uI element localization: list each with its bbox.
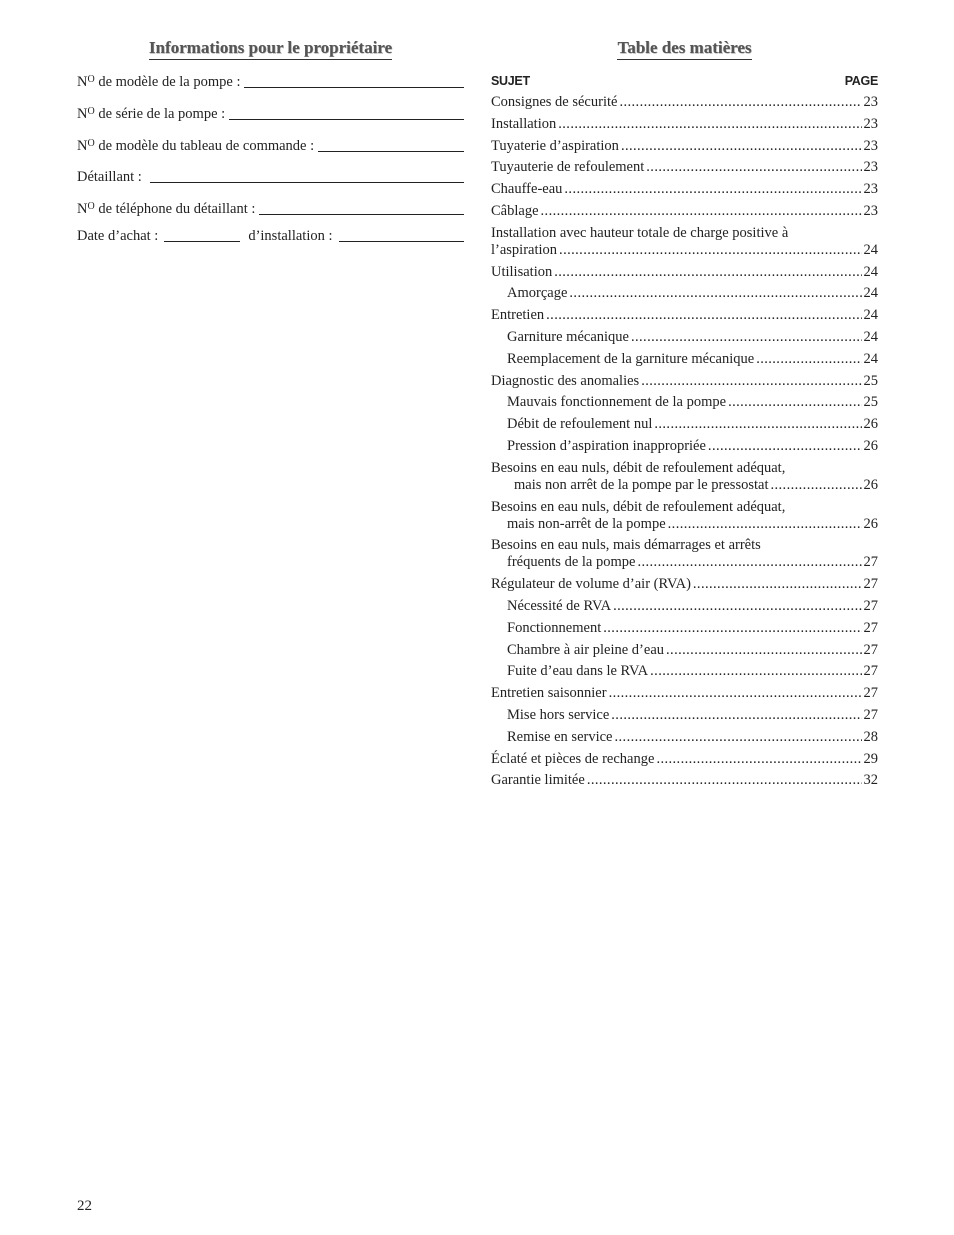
dot-leader xyxy=(770,477,861,494)
dot-leader xyxy=(559,242,861,259)
toc-entry-label-line1: Installation avec hauteur totale de charge positive à xyxy=(491,224,789,241)
blank-line[interactable] xyxy=(318,150,464,152)
toc-entry-page: 27 xyxy=(863,576,878,593)
toc-entry[interactable] xyxy=(491,307,878,324)
dot-leader xyxy=(546,307,861,324)
pump-serial-field[interactable] xyxy=(77,106,464,123)
toc-entry-page: 27 xyxy=(863,663,878,680)
toc-title: Table des matières xyxy=(491,38,878,60)
toc-entry-page: 23 xyxy=(863,137,878,154)
toc-entry-page: 23 xyxy=(863,181,878,198)
toc-entry-label: Remise en service xyxy=(507,728,613,745)
toc-entry-page: 24 xyxy=(863,328,878,345)
dot-leader xyxy=(728,394,861,411)
dot-leader xyxy=(637,554,861,571)
toc-entry-page: 27 xyxy=(863,597,878,614)
toc-entry-label: Chauffe-eau xyxy=(491,181,563,198)
toc-entry-page: 23 xyxy=(863,115,878,132)
dot-leader xyxy=(558,116,861,133)
dot-leader xyxy=(569,285,861,302)
dot-leader xyxy=(756,351,861,368)
toc-entry[interactable] xyxy=(491,438,878,455)
toc-entry-label: Chambre à air pleine d’eau xyxy=(507,641,665,658)
control-panel-model-field[interactable] xyxy=(77,138,464,155)
field-label: $N^O$ de téléphone du détaillant : xyxy=(77,201,256,217)
toc-entry-label: Tuyauterie de refoulement xyxy=(491,159,645,176)
toc-entry[interactable] xyxy=(491,663,878,680)
toc-entry[interactable] xyxy=(491,460,878,494)
toc-entry-label: Câblage xyxy=(491,202,539,219)
toc-entry[interactable] xyxy=(491,772,878,789)
blank-line[interactable] xyxy=(244,86,464,88)
toc-entry-label: Mauvais fonctionnement de la pompe xyxy=(507,394,727,411)
dot-leader xyxy=(611,707,861,724)
toc-entry-label-line1: Besoins en eau nuls, débit de refoulement adéquat, xyxy=(491,498,786,515)
toc-entry-page: 24 xyxy=(863,241,878,258)
toc-entry-label: Installation xyxy=(491,115,557,132)
dot-leader xyxy=(603,620,861,637)
page-header: PAGE xyxy=(844,74,878,88)
toc-entry-label: l’aspiration xyxy=(491,241,558,258)
toc-entry-label: Mise hors service xyxy=(507,706,610,723)
toc-entry-label-line1: Besoins en eau nuls, mais démarrages et arrêts xyxy=(491,537,761,554)
dot-leader xyxy=(646,159,861,176)
toc-entry-page: 27 xyxy=(863,619,878,636)
dot-leader xyxy=(693,576,862,593)
toc-entry-label: Fonctionnement xyxy=(507,619,602,636)
dot-leader xyxy=(541,203,862,220)
toc-entry-label: Tuyaterie d’aspiration xyxy=(491,137,619,154)
toc-entry-page: 29 xyxy=(863,750,878,767)
toc-entry-label: Régulateur de volume d’air (RVA) xyxy=(491,576,691,593)
toc-entry-label: Garantie limitée xyxy=(491,772,585,789)
toc-entry[interactable] xyxy=(491,642,878,659)
toc-entry[interactable] xyxy=(491,620,878,637)
toc-entry[interactable] xyxy=(491,159,878,176)
toc-entry[interactable] xyxy=(491,416,878,433)
toc-entry[interactable] xyxy=(491,729,878,746)
toc-entry-page: 23 xyxy=(863,202,878,219)
toc-entry-page: 27 xyxy=(863,706,878,723)
toc-entry-label: Garniture mécanique xyxy=(507,328,629,345)
field-label: $N^O$ de modèle de la pompe : xyxy=(77,74,241,90)
toc-entry[interactable] xyxy=(491,394,878,411)
toc-entry-page: 27 xyxy=(863,554,878,571)
toc-entry-label: Entretien saisonnier xyxy=(491,685,607,702)
toc-entry[interactable] xyxy=(491,181,878,198)
toc-entry-page: 24 xyxy=(863,285,878,302)
toc-entry-label: Amorçage xyxy=(507,285,568,302)
toc-entry-page: 28 xyxy=(863,728,878,745)
toc-entry[interactable] xyxy=(491,329,878,346)
toc-entry-page: 24 xyxy=(863,307,878,324)
toc-entry-label: Pression d’aspiration inappropriée xyxy=(507,437,706,454)
dot-leader xyxy=(650,663,861,680)
field-label: $N^O$ de modèle du tableau de commande : xyxy=(77,138,315,154)
toc-entry[interactable] xyxy=(491,499,878,533)
toc-entry-label: Éclaté et pièces de rechange xyxy=(491,750,655,767)
toc-entry-page: 24 xyxy=(863,263,878,280)
purchase-date-label: Date d’achat : xyxy=(77,228,159,244)
toc-entry-label: Reemplacement de la garniture mécanique xyxy=(507,350,755,367)
page-number: 22 xyxy=(77,1198,92,1214)
toc-entry-page: 23 xyxy=(863,159,878,176)
subject-header: SUJET xyxy=(491,74,530,88)
dealer-phone-field[interactable] xyxy=(77,201,464,218)
toc-entry-label: Entretien xyxy=(491,307,545,324)
dot-leader xyxy=(631,329,862,346)
dealer-field[interactable] xyxy=(77,169,464,186)
pump-model-field[interactable] xyxy=(77,74,464,91)
toc-entry[interactable] xyxy=(491,576,878,593)
toc-entry[interactable] xyxy=(491,264,878,281)
dot-leader xyxy=(615,729,862,746)
toc-entry-page: 32 xyxy=(863,772,878,789)
dot-leader xyxy=(654,416,861,433)
toc-entry-page: 26 xyxy=(863,515,878,532)
toc-entry-page: 27 xyxy=(863,685,878,702)
toc-entry[interactable] xyxy=(491,685,878,702)
toc-entry[interactable] xyxy=(491,707,878,724)
toc-entry[interactable] xyxy=(491,373,878,390)
toc-list xyxy=(491,94,878,789)
purchase-install-date-row xyxy=(77,228,464,245)
toc-entry-label: fréquents de la pompe xyxy=(507,554,636,571)
dot-leader xyxy=(668,516,862,533)
dot-leader xyxy=(619,94,861,111)
toc-entry[interactable] xyxy=(491,751,878,768)
toc-entry[interactable] xyxy=(491,537,878,571)
dot-leader xyxy=(554,264,861,281)
toc-entry-page: 24 xyxy=(863,350,878,367)
toc-entry[interactable] xyxy=(491,598,878,615)
toc-entry-label: Consignes de sécurité xyxy=(491,94,618,110)
dot-leader xyxy=(666,642,861,659)
blank-line[interactable] xyxy=(229,118,464,120)
toc-entry[interactable] xyxy=(491,225,878,259)
toc-entry[interactable] xyxy=(491,116,878,133)
toc-entry[interactable] xyxy=(491,285,878,302)
toc-entry-label: mais non-arrêt de la pompe xyxy=(507,515,666,532)
toc-entry-label: Diagnostic des anomalies xyxy=(491,372,640,389)
owner-info-section xyxy=(77,38,464,244)
dot-leader xyxy=(609,685,862,702)
field-label: Détaillant : xyxy=(77,169,142,185)
dot-leader xyxy=(564,181,861,198)
dot-leader xyxy=(621,138,862,155)
blank-line[interactable] xyxy=(259,213,464,215)
owner-info-title: Informations pour le propriétaire xyxy=(77,38,464,60)
dot-leader xyxy=(641,373,861,390)
toc-column-headers xyxy=(491,74,878,88)
dot-leader xyxy=(656,751,861,768)
toc-entry-page: 27 xyxy=(863,641,878,658)
toc-entry-page: 26 xyxy=(863,416,878,433)
toc-entry[interactable] xyxy=(491,94,878,111)
install-date-label: d’installation : xyxy=(248,228,333,244)
toc-entry-page: 25 xyxy=(863,372,878,389)
toc-entry[interactable] xyxy=(491,351,878,368)
toc-entry-page: 25 xyxy=(863,394,878,411)
toc-section xyxy=(491,38,878,794)
toc-entry-label: mais non arrêt de la pompe par le pressostat xyxy=(514,476,769,493)
toc-entry-page: 26 xyxy=(863,437,878,454)
toc-entry-page: 26 xyxy=(863,476,878,493)
install-date-field[interactable] xyxy=(339,241,465,242)
dot-leader xyxy=(708,438,862,455)
dot-leader xyxy=(587,772,862,789)
blank-line[interactable] xyxy=(150,181,464,183)
toc-entry-label: Débit de refoulement nul xyxy=(507,416,653,433)
field-label: $N^O$ de série de la pompe : xyxy=(77,106,226,122)
toc-entry[interactable] xyxy=(491,203,878,220)
toc-entry-page: 23 xyxy=(863,94,878,110)
toc-entry[interactable] xyxy=(491,138,878,155)
toc-entry-label: Nécessité de RVA xyxy=(507,597,612,614)
toc-entry-label-line1: Besoins en eau nuls, débit de refoulement adéquat, xyxy=(491,459,786,476)
toc-entry-label: Utilisation xyxy=(491,263,553,280)
toc-entry-label: Fuite d’eau dans le RVA xyxy=(507,663,649,680)
purchase-date-field[interactable] xyxy=(164,241,240,242)
dot-leader xyxy=(613,598,861,615)
